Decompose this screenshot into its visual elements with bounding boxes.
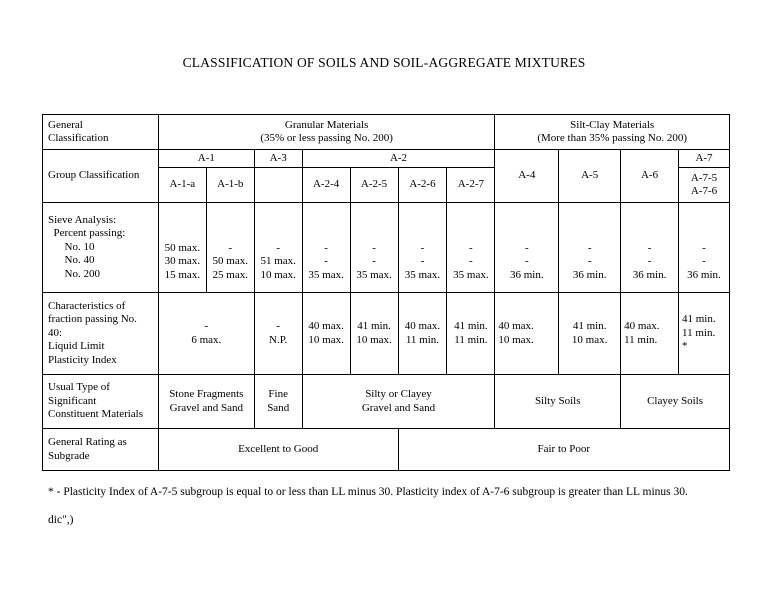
group-a3: A-3 [254, 150, 302, 168]
materials-label: Usual Type of Significant Constituent Materials [43, 375, 159, 429]
group-a2: A-2 [302, 150, 495, 168]
group-classification-row [43, 150, 730, 168]
rating-row [43, 429, 730, 471]
sieve-a3: - 51 max. 10 max. [254, 203, 302, 293]
fraction-a5: 41 min. 10 max. [559, 293, 621, 375]
fraction-a26: 40 max. 11 min. [398, 293, 447, 375]
general-classification-label: General Classification [43, 115, 159, 150]
soil-classification-table [42, 114, 730, 471]
subgroup-a3-empty [254, 168, 302, 203]
silt-clay-materials-header: Silt-Clay Materials (More than 35% passing No. 200) [495, 115, 730, 150]
trailing-text: dic",) [48, 514, 74, 526]
group-a7: A-7 [678, 150, 729, 168]
subgroup-a75-a76: A-7-5 A-7-6 [678, 168, 729, 203]
fraction-a27: 41 min. 11 min. [447, 293, 495, 375]
materials-clayey-soils: Clayey Soils [621, 375, 730, 429]
group-classification-label: Group Classification [43, 150, 159, 203]
subgroup-a24: A-2-4 [302, 168, 350, 203]
fraction-characteristics-row [43, 293, 730, 375]
fraction-characteristics-label: Characteristics of fraction passing No. 40: Liquid Limit Plasticity Index [43, 293, 159, 375]
sieve-a4: - - 36 min. [495, 203, 559, 293]
sieve-a26: - - 35 max. [398, 203, 447, 293]
subgroup-a25: A-2-5 [350, 168, 398, 203]
fraction-a4: 40 max. 10 max. [495, 293, 559, 375]
group-a6: A-6 [621, 150, 679, 203]
rating-label: General Rating as Subgrade [43, 429, 159, 471]
sieve-a25: - - 35 max. [350, 203, 398, 293]
sieve-analysis-label: Sieve Analysis: Percent passing: No. 10 No. 40 No. 200 [43, 203, 159, 293]
subgroup-a27: A-2-7 [447, 168, 495, 203]
granular-materials-header: Granular Materials (35% or less passing No. 200) [158, 115, 494, 150]
sieve-a6: - - 36 min. [621, 203, 679, 293]
fraction-a1: - 6 max. [158, 293, 254, 375]
materials-row [43, 375, 730, 429]
footnote: * - Plasticity Index of A-7-5 subgroup is equal to or less than LL minus 30. Plasticity index of A-7-6 subgroup is greater than LL minus 30. [48, 486, 688, 498]
fraction-a3: - N.P. [254, 293, 302, 375]
group-a1: A-1 [158, 150, 254, 168]
fraction-a25: 41 min. 10 max. [350, 293, 398, 375]
materials-a3: Fine Sand [254, 375, 302, 429]
sieve-a1b: - 50 max. 25 max. [206, 203, 254, 293]
group-a5: A-5 [559, 150, 621, 203]
sieve-a24: - - 35 max. [302, 203, 350, 293]
rating-fair-to-poor: Fair to Poor [398, 429, 730, 471]
general-classification-row [43, 115, 730, 150]
sieve-a1a: 50 max. 30 max. 15 max. [158, 203, 206, 293]
sieve-a5: - - 36 min. [559, 203, 621, 293]
sieve-a27: - - 35 max. [447, 203, 495, 293]
materials-a2: Silty or Clayey Gravel and Sand [302, 375, 495, 429]
rating-excellent-to-good: Excellent to Good [158, 429, 398, 471]
group-a4: A-4 [495, 150, 559, 203]
fraction-a6: 40 max. 11 min. [621, 293, 679, 375]
fraction-a24: 40 max. 10 max. [302, 293, 350, 375]
subgroup-a1a: A-1-a [158, 168, 206, 203]
subgroup-a26: A-2-6 [398, 168, 447, 203]
subgroup-a1b: A-1-b [206, 168, 254, 203]
sieve-analysis-row [43, 203, 730, 293]
sieve-a7: - - 36 min. [678, 203, 729, 293]
materials-silty-soils: Silty Soils [495, 375, 621, 429]
page-title: CLASSIFICATION OF SOILS AND SOIL-AGGREGATE MIXTURES [182, 55, 586, 70]
fraction-a7: 41 min. 11 min. * [678, 293, 729, 375]
materials-a1: Stone Fragments Gravel and Sand [158, 375, 254, 429]
